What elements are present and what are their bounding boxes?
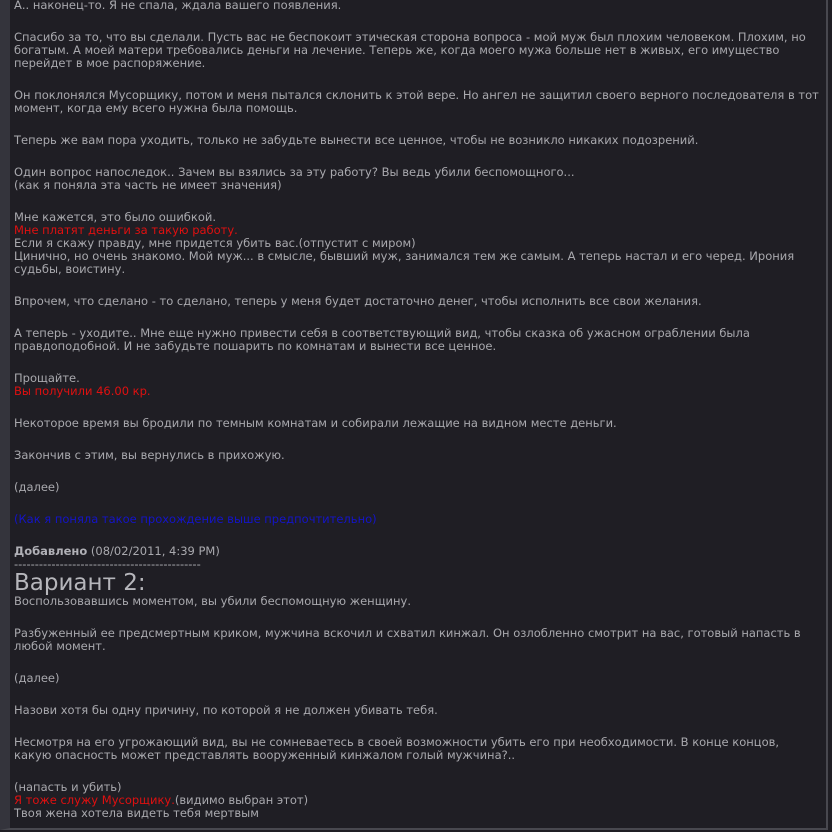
text-line: Твоя жена хотела видеть тебя мертвым: [14, 806, 259, 820]
dialog-choice-note: (видимо выбран этот): [174, 793, 309, 807]
dialog-choice-red: Я тоже служу Мусорщику.: [14, 793, 175, 807]
text-paragraph: Спасибо за то, что вы сделали. Пусть вас не беспокоит этическая сторона вопроса - мой муж был плохим человеком. Плохим, но богатым. А моей матери требовались деньги на лечение. Теперь же, когда моего мужа больше нет в живых, его имущество перейдет в мое распоряжение.: [14, 30, 806, 70]
text-line: (напасть и убить): [14, 780, 122, 794]
post-body: [14, 0, 820, 820]
added-date: (08/02/2011, 4:39 PM): [87, 544, 220, 558]
text-line: Впрочем, что сделано - то сделано, теперь у меня будет достаточно денег, чтобы исполнить все свои желания.: [14, 294, 702, 308]
text-line: Мне кажется, это было ошибкой.: [14, 210, 217, 224]
dialog-choice-red: Мне платят деньги за такую работу.: [14, 223, 238, 237]
text-paragraph: Несмотря на его угрожающий вид, вы не сомневаетесь в своей возможности убить его при необходимости. В конце концов, какую опасность может представлять вооруженный кинжалом голый мужчина?..: [14, 735, 780, 762]
text-paragraph: А теперь - уходите.. Мне еще нужно привести себя в соответствующий вид, чтобы сказка об ужасном ограблении была правдоподобной. И не забудьте пошарить по комнатам и вынести все ценное.: [14, 326, 750, 353]
text-line: (как я поняла эта часть не имеет значения): [14, 178, 282, 192]
text-line: Если я скажу правду, мне придется убить вас.(отпустит с миром): [14, 236, 416, 250]
separator-dashes: ---------------------------------------------: [14, 557, 201, 571]
text-line: Закончив с этим, вы вернулись в прихожую.: [14, 448, 285, 462]
text-line: Некоторое время вы бродили по темным комнатам и собирали лежащие на видном месте деньги.: [14, 416, 617, 430]
text-line: (далее): [14, 480, 60, 494]
text-line: Прощайте.: [14, 371, 80, 385]
text-paragraph: Цинично, но очень знакомо. Мой муж... в смысле, бывший муж, занимался тем же самым. А теперь настал и его черед. Ирония судьбы, воистину.: [14, 249, 795, 276]
blue-note: (Как я поняла такое прохождение выше предпочтительно): [14, 512, 377, 526]
section-heading: Вариант 2:: [14, 570, 146, 596]
text-line: Воспользовавшись моментом, вы убили беспомощную женщину.: [14, 594, 411, 608]
text-line: Один вопрос напоследок.. Зачем вы взялись за эту работу? Вы ведь убили беспомощного...: [14, 165, 575, 179]
text-line: (далее): [14, 671, 60, 685]
text-line: А.. наконец-то. Я не спала, ждала вашего появления.: [14, 0, 342, 12]
text-paragraph: Разбуженный ее предсмертным криком, мужчина вскочил и схватил кинжал. Он озлобленно смотрит на вас, готовый напасть в любой момент.: [14, 626, 801, 653]
text-paragraph: Он поклонялся Мусорщику, потом и меня пытался склонить к этой вере. Но ангел не защитил своего верного последователя в тот момент, когда ему всего нужна была помощь.: [14, 88, 819, 115]
reward-text: Вы получили 46.00 кр.: [14, 384, 151, 398]
text-line: Назови хотя бы одну причину, по которой я не должен убивать тебя.: [14, 703, 438, 717]
added-label: Добавлено: [14, 544, 88, 558]
text-line: Теперь же вам пора уходить, только не забудьте вынести все ценное, чтобы не возникло никаких подозрений.: [14, 133, 699, 147]
